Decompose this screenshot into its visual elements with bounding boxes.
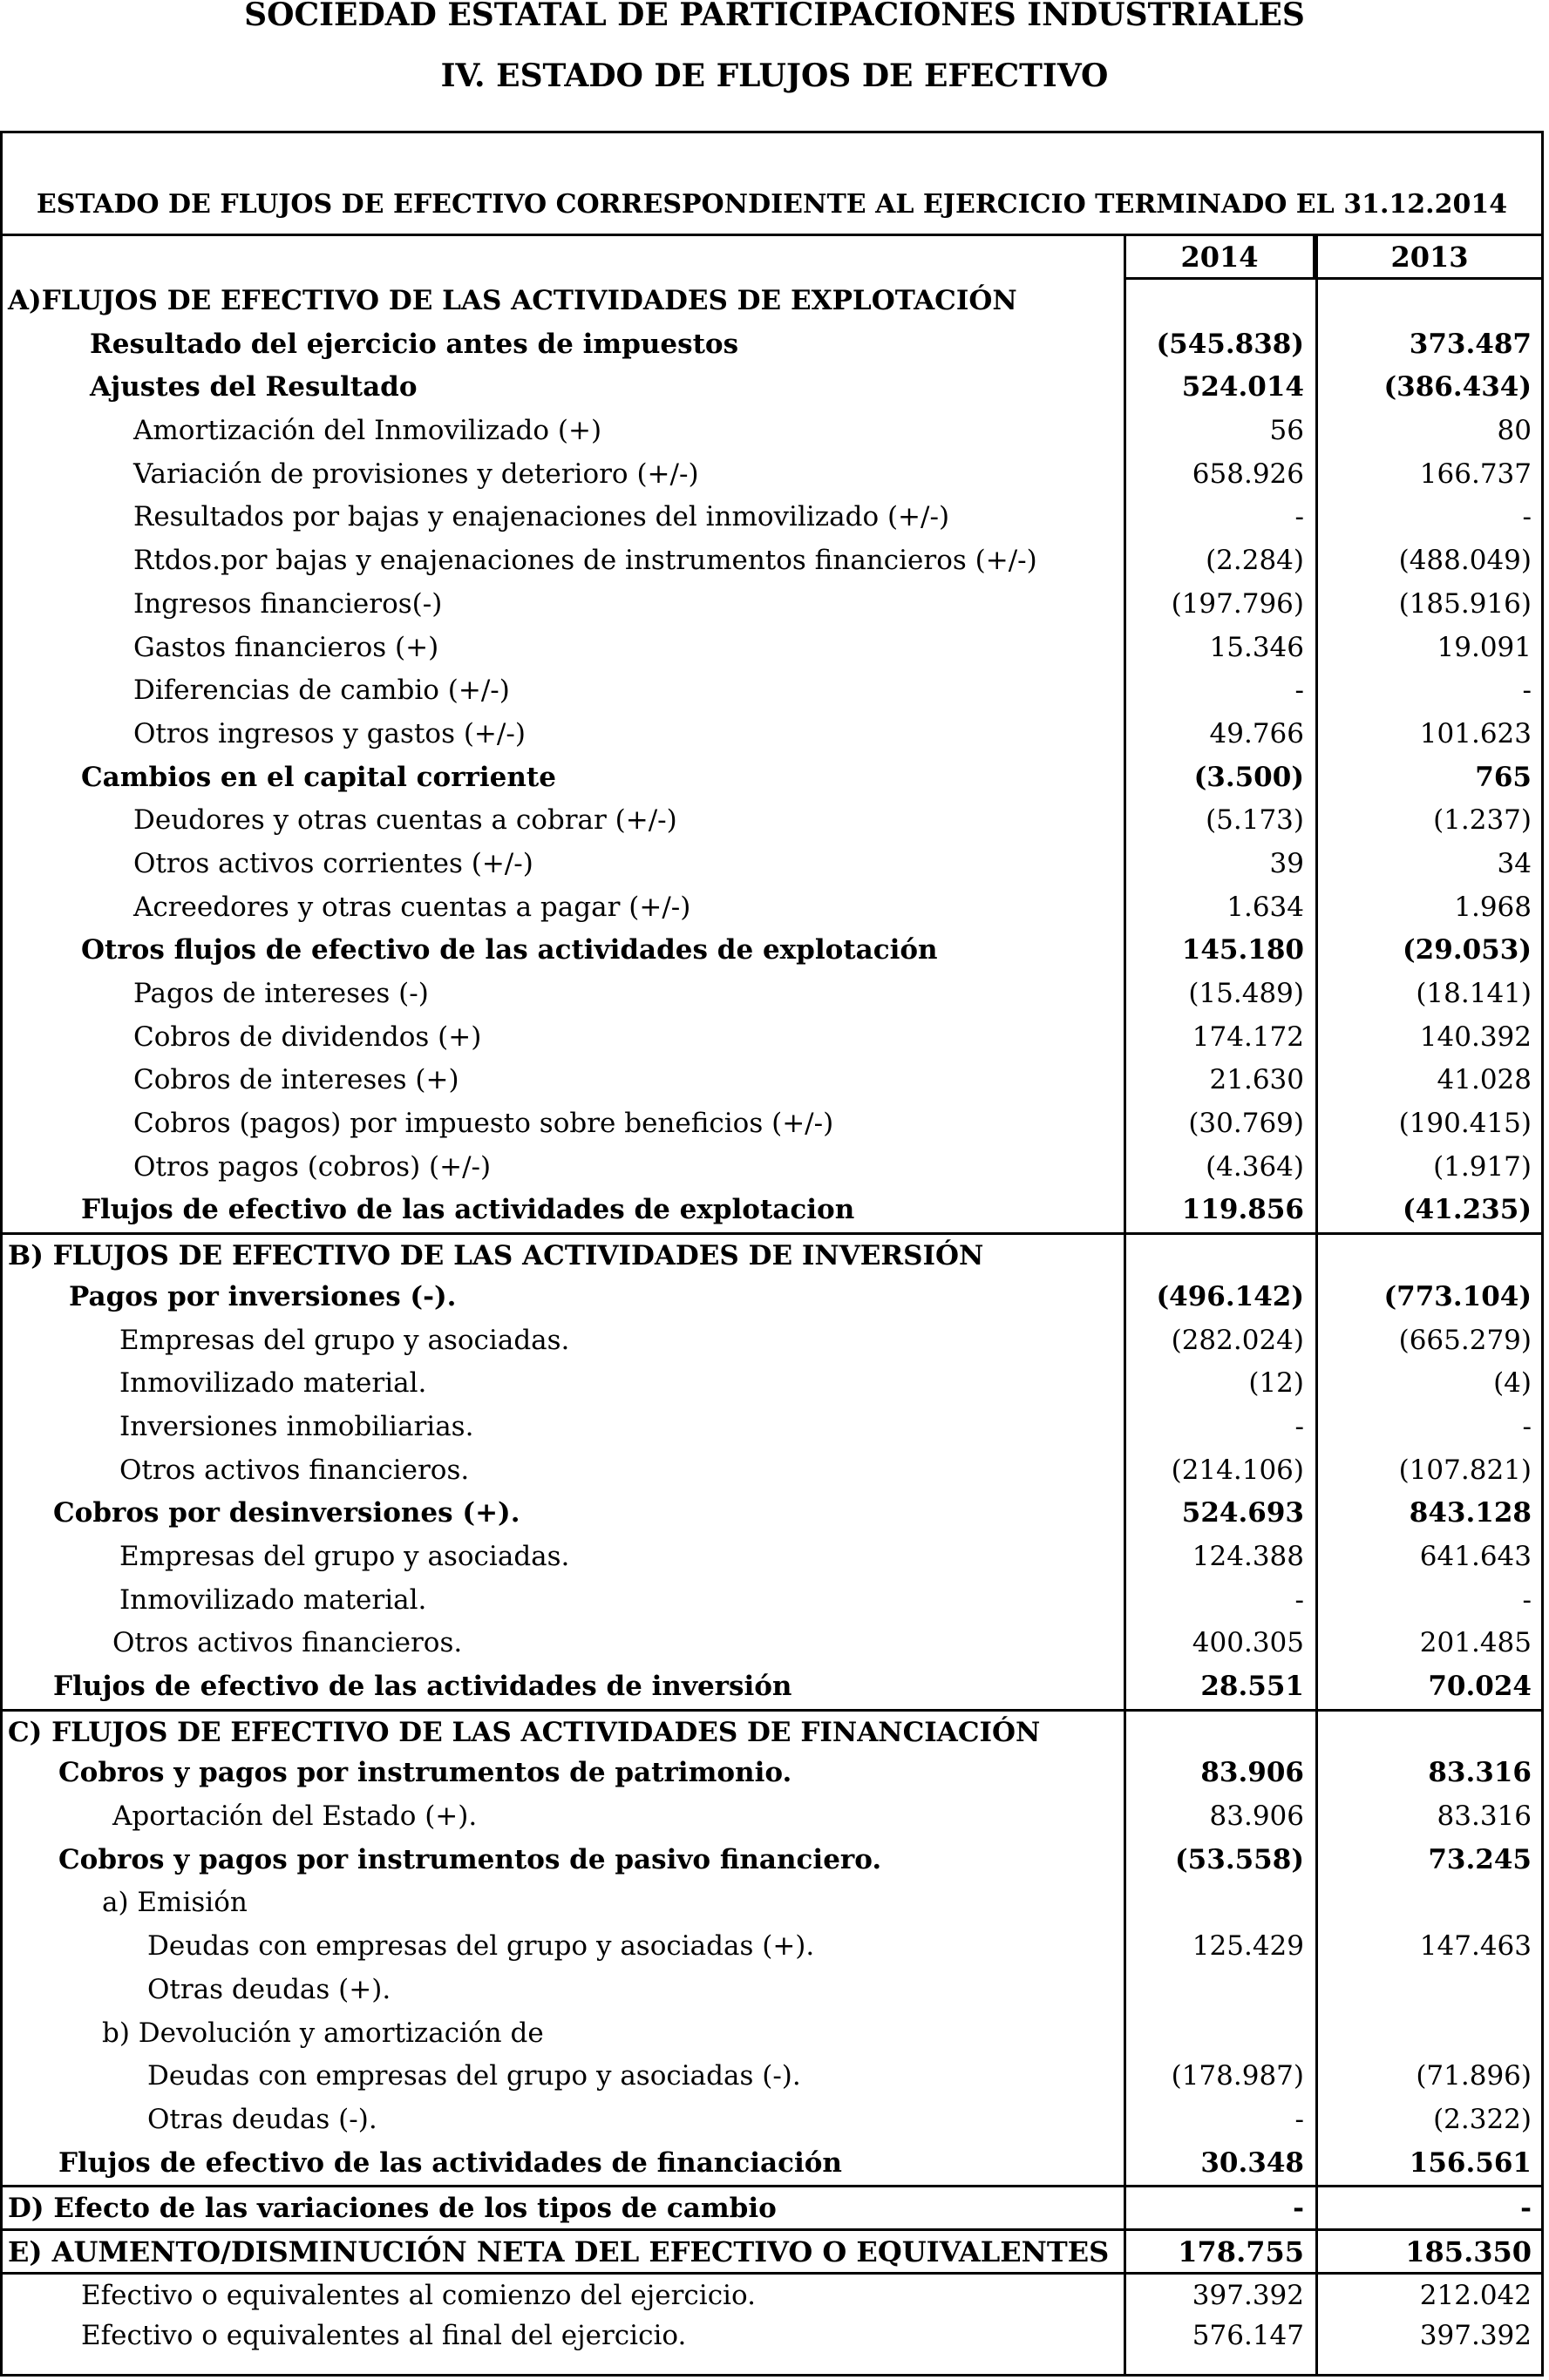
row-label: Otras deudas (-). (147, 2103, 377, 2135)
value-2014: - (1293, 2193, 1304, 2225)
value-2013: (488.049) (1398, 545, 1532, 577)
value-2013: 80 (1497, 415, 1532, 447)
row-label: Otros pagos (cobros) (+/-) (133, 1150, 492, 1183)
row-label: Cobros de intereses (+) (133, 1064, 459, 1096)
value-2014: (15.489) (1188, 978, 1304, 1009)
value-2014: (496.142) (1156, 1280, 1304, 1312)
value-2013: (29.053) (1403, 934, 1532, 966)
row-label: Efectivo o equivalentes al comienzo del ejercicio. (81, 2279, 756, 2311)
row-label: Flujos de efectivo de las actividades de explotacion (81, 1194, 855, 1226)
value-2013: 1.968 (1454, 891, 1532, 923)
table-row (3, 1189, 1541, 1232)
table-row (3, 799, 1541, 843)
row-label: Cobros de dividendos (+) (133, 1020, 482, 1053)
value-2014: (545.838) (1156, 328, 1304, 360)
row-label: Gastos financieros (+) (133, 631, 439, 663)
value-2013: (2.322) (1433, 2103, 1532, 2135)
value-2013: 843.128 (1409, 1497, 1532, 1529)
table-row (3, 366, 1541, 410)
table-row (3, 2099, 1541, 2142)
table-row (3, 280, 1541, 323)
row-label: Aportación del Estado (+). (112, 1800, 478, 1833)
row-label: Otros activos corrientes (+/-) (133, 847, 533, 879)
row-label: Cobros y pagos por instrumentos de pasivo financiero. (58, 1843, 882, 1875)
table-row (3, 583, 1541, 627)
table-row (3, 1752, 1541, 1795)
table-row (3, 2142, 1541, 2186)
row-label: Amortización del Inmovilizado (+) (133, 415, 602, 447)
value-2013: 373.487 (1409, 328, 1532, 360)
value-2013: 41.028 (1437, 1064, 1532, 1096)
value-2013: 19.091 (1437, 631, 1532, 663)
value-2014: - (1294, 1583, 1304, 1616)
value-2013: - (1522, 1410, 1532, 1442)
row-label: D) Efecto de las variaciones de los tipos de cambio (8, 2193, 777, 2225)
table-row (3, 323, 1541, 367)
table-row (3, 496, 1541, 539)
value-2014: 15.346 (1209, 631, 1304, 663)
row-label: Pagos por inversiones (-). (69, 1280, 457, 1312)
table-row (3, 1622, 1541, 1665)
value-2013: (4) (1493, 1367, 1532, 1400)
row-label: Otras deudas (+). (147, 1973, 391, 2005)
value-2014: (53.558) (1175, 1843, 1304, 1875)
value-2014: 1.634 (1226, 891, 1304, 923)
value-2013: (107.821) (1398, 1454, 1532, 1486)
table-row (3, 1232, 1541, 1276)
report-title: SOCIEDAD ESTATAL DE PARTICIPACIONES INDUSTRIALES (244, 0, 1305, 33)
row-label: B) FLUJOS DE EFECTIVO DE LAS ACTIVIDADES DE INVERSIÓN (8, 1240, 984, 1272)
row-label: Resultados por bajas y enajenaciones del inmovilizado (+/-) (133, 501, 950, 533)
value-2013: 765 (1475, 761, 1532, 793)
value-2014: (178.987) (1171, 2060, 1304, 2092)
column-header-2013: 2013 (1315, 236, 1544, 280)
table-row (3, 669, 1541, 713)
row-label: Flujos de efectivo de las actividades de financiación (58, 2146, 842, 2179)
value-2013: 101.623 (1419, 717, 1532, 749)
value-2014: (4.364) (1206, 1150, 1304, 1183)
table-caption: ESTADO DE FLUJOS DE EFECTIVO CORRESPONDIENTE AL EJERCICIO TERMINADO EL 31.12.2014 (36, 189, 1508, 220)
table-row (3, 1492, 1541, 1536)
row-label: Inmovilizado material. (119, 1367, 427, 1400)
value-2014: 56 (1269, 415, 1304, 447)
table-row (3, 2185, 1541, 2228)
value-2014: 49.766 (1209, 717, 1304, 749)
table-row (3, 2055, 1541, 2099)
value-2013: 201.485 (1419, 1627, 1532, 1659)
table-row (3, 2012, 1541, 2056)
value-2014: (197.796) (1171, 587, 1304, 620)
table-row (3, 1319, 1541, 1363)
value-2013: 641.643 (1419, 1540, 1532, 1572)
value-2014: 124.388 (1192, 1540, 1304, 1572)
table-row (3, 539, 1541, 583)
value-2013: - (1520, 2193, 1532, 2225)
row-label: Cobros por desinversiones (+). (53, 1497, 520, 1529)
table-row (3, 1102, 1541, 1146)
value-2013: (18.141) (1416, 978, 1532, 1009)
value-2013: 83.316 (1428, 1757, 1532, 1789)
table-caption-row (3, 133, 1541, 236)
value-2013: - (1522, 675, 1532, 707)
value-2014: - (1294, 1410, 1304, 1442)
value-2014: (30.769) (1188, 1108, 1304, 1140)
table-row (3, 1925, 1541, 1969)
table-row (3, 1536, 1541, 1579)
value-2013: 397.392 (1419, 2320, 1532, 2352)
table-row (3, 410, 1541, 453)
row-label: A)FLUJOS DE EFECTIVO DE LAS ACTIVIDADES DE EXPLOTACIÓN (8, 285, 1017, 316)
row-label: Otros flujos de efectivo de las actividades de explotación (81, 934, 938, 966)
table-row (3, 1665, 1541, 1709)
row-label: Variación de provisiones y deterioro (+/-) (133, 458, 699, 490)
value-2013: (386.434) (1383, 371, 1532, 403)
row-label: Inversiones inmobiliarias. (119, 1410, 474, 1442)
row-label: Empresas del grupo y asociadas. (119, 1324, 570, 1356)
row-label: Otros ingresos y gastos (+/-) (133, 717, 526, 749)
table-row (3, 843, 1541, 886)
row-label: Rtdos.por bajas y enajenaciones de instrumentos financieros (+/-) (133, 545, 1037, 577)
row-label: Cobros (pagos) por impuesto sobre beneficios (+/-) (133, 1108, 834, 1140)
value-2014: 174.172 (1192, 1020, 1304, 1053)
value-2013: 185.350 (1405, 2234, 1532, 2268)
value-2014: 39 (1269, 847, 1304, 879)
row-label: Deudas con empresas del grupo y asociadas (-). (147, 2060, 801, 2092)
value-2013: (185.916) (1398, 587, 1532, 620)
value-2013: 34 (1497, 847, 1532, 879)
row-label: Cobros y pagos por instrumentos de patrimonio. (58, 1757, 792, 1789)
table-row (3, 2228, 1541, 2272)
value-2013: 73.245 (1428, 1843, 1532, 1875)
row-label: Efectivo o equivalentes al final del ejercicio. (81, 2320, 687, 2352)
table-row (3, 756, 1541, 800)
table-row (3, 1449, 1541, 1493)
value-2014: 30.348 (1200, 2146, 1304, 2179)
table-row (3, 1059, 1541, 1102)
row-label: Deudas con empresas del grupo y asociadas (+). (147, 1930, 815, 1963)
value-2013: - (1522, 1583, 1532, 1616)
value-2014: (12) (1248, 1367, 1304, 1400)
value-2013: (41.235) (1403, 1194, 1532, 1226)
value-2014: (214.106) (1171, 1454, 1304, 1486)
report-subtitle: IV. ESTADO DE FLUJOS DE EFECTIVO (440, 58, 1109, 94)
row-label: Ajustes del Resultado (90, 371, 418, 403)
value-2014: (282.024) (1171, 1324, 1304, 1356)
value-2014: (3.500) (1193, 761, 1304, 793)
row-label: Otros activos financieros. (112, 1627, 463, 1659)
row-label: a) Emisión (102, 1887, 248, 1919)
row-label: E) AUMENTO/DISMINUCIÓN NETA DEL EFECTIVO O EQUIVALENTES (8, 2234, 1110, 2268)
value-2013: (665.279) (1398, 1324, 1532, 1356)
row-label: Inmovilizado material. (119, 1583, 427, 1616)
row-label: Acreedores y otras cuentas a pagar (+/-) (133, 891, 691, 923)
value-2014: 28.551 (1200, 1671, 1304, 1702)
value-2014: 83.906 (1209, 1800, 1304, 1833)
row-label: Flujos de efectivo de las actividades de inversión (53, 1671, 792, 1702)
row-label: C) FLUJOS DE EFECTIVO DE LAS ACTIVIDADES DE FINANCIACIÓN (8, 1716, 1041, 1748)
row-label: Deudores y otras cuentas a cobrar (+/-) (133, 804, 677, 837)
value-2014: - (1294, 501, 1304, 533)
value-2014: 400.305 (1192, 1627, 1304, 1659)
table-row (3, 1276, 1541, 1319)
table-row (3, 453, 1541, 497)
value-2013: (1.237) (1433, 804, 1532, 837)
table-row (3, 1362, 1541, 1406)
value-2013: (773.104) (1383, 1280, 1532, 1312)
table-row (3, 627, 1541, 670)
table-row (3, 1406, 1541, 1449)
table-row (3, 713, 1541, 756)
table-row (3, 929, 1541, 973)
value-2014: 576.147 (1192, 2320, 1304, 2352)
value-2014: (5.173) (1206, 804, 1304, 837)
value-2013: 83.316 (1437, 1800, 1532, 1833)
row-label: Diferencias de cambio (+/-) (133, 675, 510, 707)
value-2013: - (1522, 501, 1532, 533)
value-2014: - (1294, 675, 1304, 707)
value-2013: 156.561 (1409, 2146, 1532, 2179)
cash-flow-rows (3, 280, 1541, 2358)
table-row (3, 1969, 1541, 2012)
row-label: b) Devolución y amortización de (102, 2017, 544, 2049)
value-2014: 524.693 (1181, 1497, 1304, 1529)
row-label: Ingresos financieros(-) (133, 587, 443, 620)
table-row (3, 2315, 1541, 2358)
table-row (3, 1016, 1541, 1060)
value-2014: 83.906 (1200, 1757, 1304, 1789)
table-row (3, 1709, 1541, 1753)
value-2013: (190.415) (1398, 1108, 1532, 1140)
value-2013: 140.392 (1419, 1020, 1532, 1053)
value-2014: 658.926 (1192, 458, 1304, 490)
value-2014: 524.014 (1181, 371, 1304, 403)
value-2013: (71.896) (1416, 2060, 1532, 2092)
table-row (3, 1579, 1541, 1623)
column-header-2014: 2014 (1124, 236, 1315, 280)
table-row (3, 1795, 1541, 1839)
table-row (3, 1882, 1541, 1925)
value-2013: 212.042 (1419, 2279, 1532, 2311)
row-label: Resultado del ejercicio antes de impuestos (90, 328, 739, 360)
row-label: Empresas del grupo y asociadas. (119, 1540, 570, 1572)
value-2013: 70.024 (1428, 1671, 1532, 1702)
value-2013: 166.737 (1419, 458, 1532, 490)
value-2014: 397.392 (1192, 2279, 1304, 2311)
table-row (3, 886, 1541, 930)
table-row (3, 1839, 1541, 1882)
value-2014: 145.180 (1181, 934, 1304, 966)
table-row (3, 2272, 1541, 2316)
value-2014: 21.630 (1209, 1064, 1304, 1096)
value-2013: (1.917) (1433, 1150, 1532, 1183)
value-2014: 119.856 (1181, 1194, 1304, 1226)
value-2014: (2.284) (1206, 545, 1304, 577)
row-label: Pagos de intereses (-) (133, 978, 429, 1009)
value-2013: 147.463 (1419, 1930, 1532, 1963)
table-row (3, 1146, 1541, 1190)
row-label: Otros activos financieros. (119, 1454, 470, 1486)
table-row (3, 973, 1541, 1016)
value-2014: 178.755 (1178, 2234, 1304, 2268)
row-label: Cambios en el capital corriente (81, 761, 556, 793)
value-2014: 125.429 (1192, 1930, 1304, 1963)
value-2014: - (1294, 2103, 1304, 2135)
